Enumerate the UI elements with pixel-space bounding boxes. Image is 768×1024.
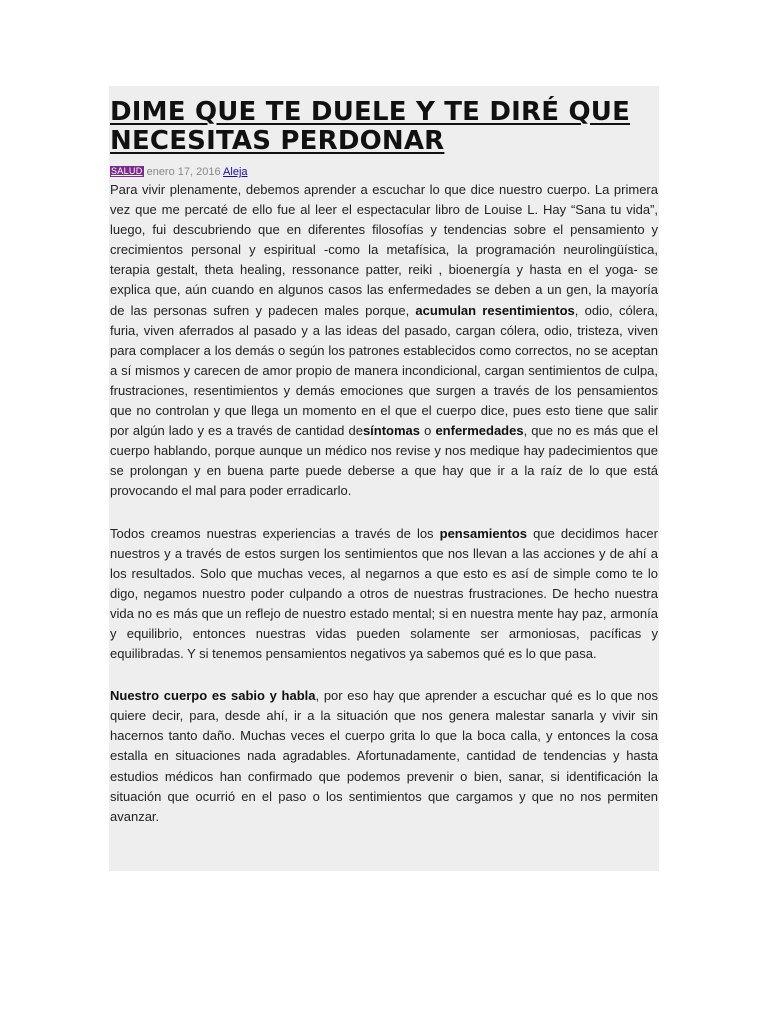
paragraph-1-text-2: , odio, cólera, furia, viven aferrados al pasado y a las ideas del pasado, cargan cólera, odio, tristeza, viven para complacer a los demás o según los patrones establecidos como correctos, no se aceptan a sí mismos y carecen de amor propio de manera incondicional, cargan sentimientos de culpa, frustraciones, resentimientos y demás emociones que surgen a través de los pensamientos que no controlan y que llega un momento en el que el cuerpo dice, pues esto tiene que salir por algún lado y es a través de cantidad de [110, 302, 658, 439]
article-title-line-2[interactable]: NECESITAS PERDONAR [110, 126, 445, 156]
article-panel [109, 86, 659, 871]
article-date: enero 17, 2016 [146, 166, 221, 178]
paragraph-1-text-4: , que no es más que el cuerpo hablando, porque aunque un médico nos revise y nos medique hay padecimientos que se prolongan y en buena parte puede deberse a que hay que ir a la raíz de lo que está provocando el mal para poder erradicarlo. [110, 423, 658, 499]
paragraph-1-bold-1: acumulan resentimientos [415, 302, 575, 318]
article-body [110, 180, 658, 827]
paragraph-1-bold-2: síntomas [362, 423, 421, 439]
paragraph-3-bold-1: Nuestro cuerpo es sabio y habla [110, 688, 316, 704]
category-badge[interactable]: SALUD [111, 166, 143, 176]
paragraph-2-bold-1: pensamientos [439, 525, 528, 541]
paragraph-3 [110, 686, 658, 827]
paragraph-2-text-2: que decidimos hacer nuestros y a través de estos surgen los sentimientos que nos llevan a las acciones y de ahí a los resultados. Solo que muchas veces, al negarnos a que esto es así de simple como te lo digo, negamos nuestro poder culpando a otros de nuestras frustraciones. De hecho nuestra vida no es más que un reflejo de nuestro estado mental; si en nuestra mente hay paz, armonía y equilibrio, entonces nuestras vidas pueden solamente ser armoniosas, pacíficas y equilibradas. Y si tenemos pensamientos negativos ya sabemos qué es lo que pasa. [110, 525, 658, 662]
author-link[interactable]: Aleja [223, 166, 248, 178]
article-meta [110, 165, 658, 179]
paragraph-2-text-1: Todos creamos nuestras experiencias a través de los [110, 525, 440, 541]
article-title-line-1[interactable]: DIME QUE TE DUELE Y TE DIRÉ QUE [110, 97, 631, 127]
paragraph-2 [110, 524, 658, 665]
paragraph-1-bold-3: enfermedades [435, 423, 524, 439]
paragraph-1-text-3: o [420, 423, 436, 439]
article-title[interactable] [110, 98, 658, 156]
paragraph-1-text-1: Para vivir plenamente, debemos aprender a escuchar lo que dice nuestro cuerpo. La primera vez que me percaté de ello fue al leer el espectacular libro de Louise L. Hay “Sana tu vida”, luego, fui descubriendo que en diferentes filosofías y tendencias sobre el pensamiento y crecimientos personal y espiritual -como la metafísica, la programación neurolingüística, terapia gestalt, theta healing, ressonance patter, reiki , bioenergía y hasta en el yoga- se explica que, aún cuando en algunos casos las enfermedades se deben a un gen, la mayoría de las personas sufren y padecen males porque, [110, 182, 658, 318]
paragraph-1 [110, 180, 658, 502]
paragraph-3-text-1: , por eso hay que aprender a escuchar qué es lo que nos quiere decir, para, desde ahí, ir a la situación que nos genera malestar sanarla y vivir sin hacernos tanto daño. Muchas veces el cuerpo grita lo que la boca calla, y entonces la cosa estalla en situaciones nada agradables. Afortunadamente, cantidad de tendencias y hasta estudios médicos han confirmado que podemos prevenir o bien, sanar, si identificación la situación que ocurrió en el paso o los sentimientos que cargamos y que no nos permiten avanzar. [110, 688, 658, 824]
